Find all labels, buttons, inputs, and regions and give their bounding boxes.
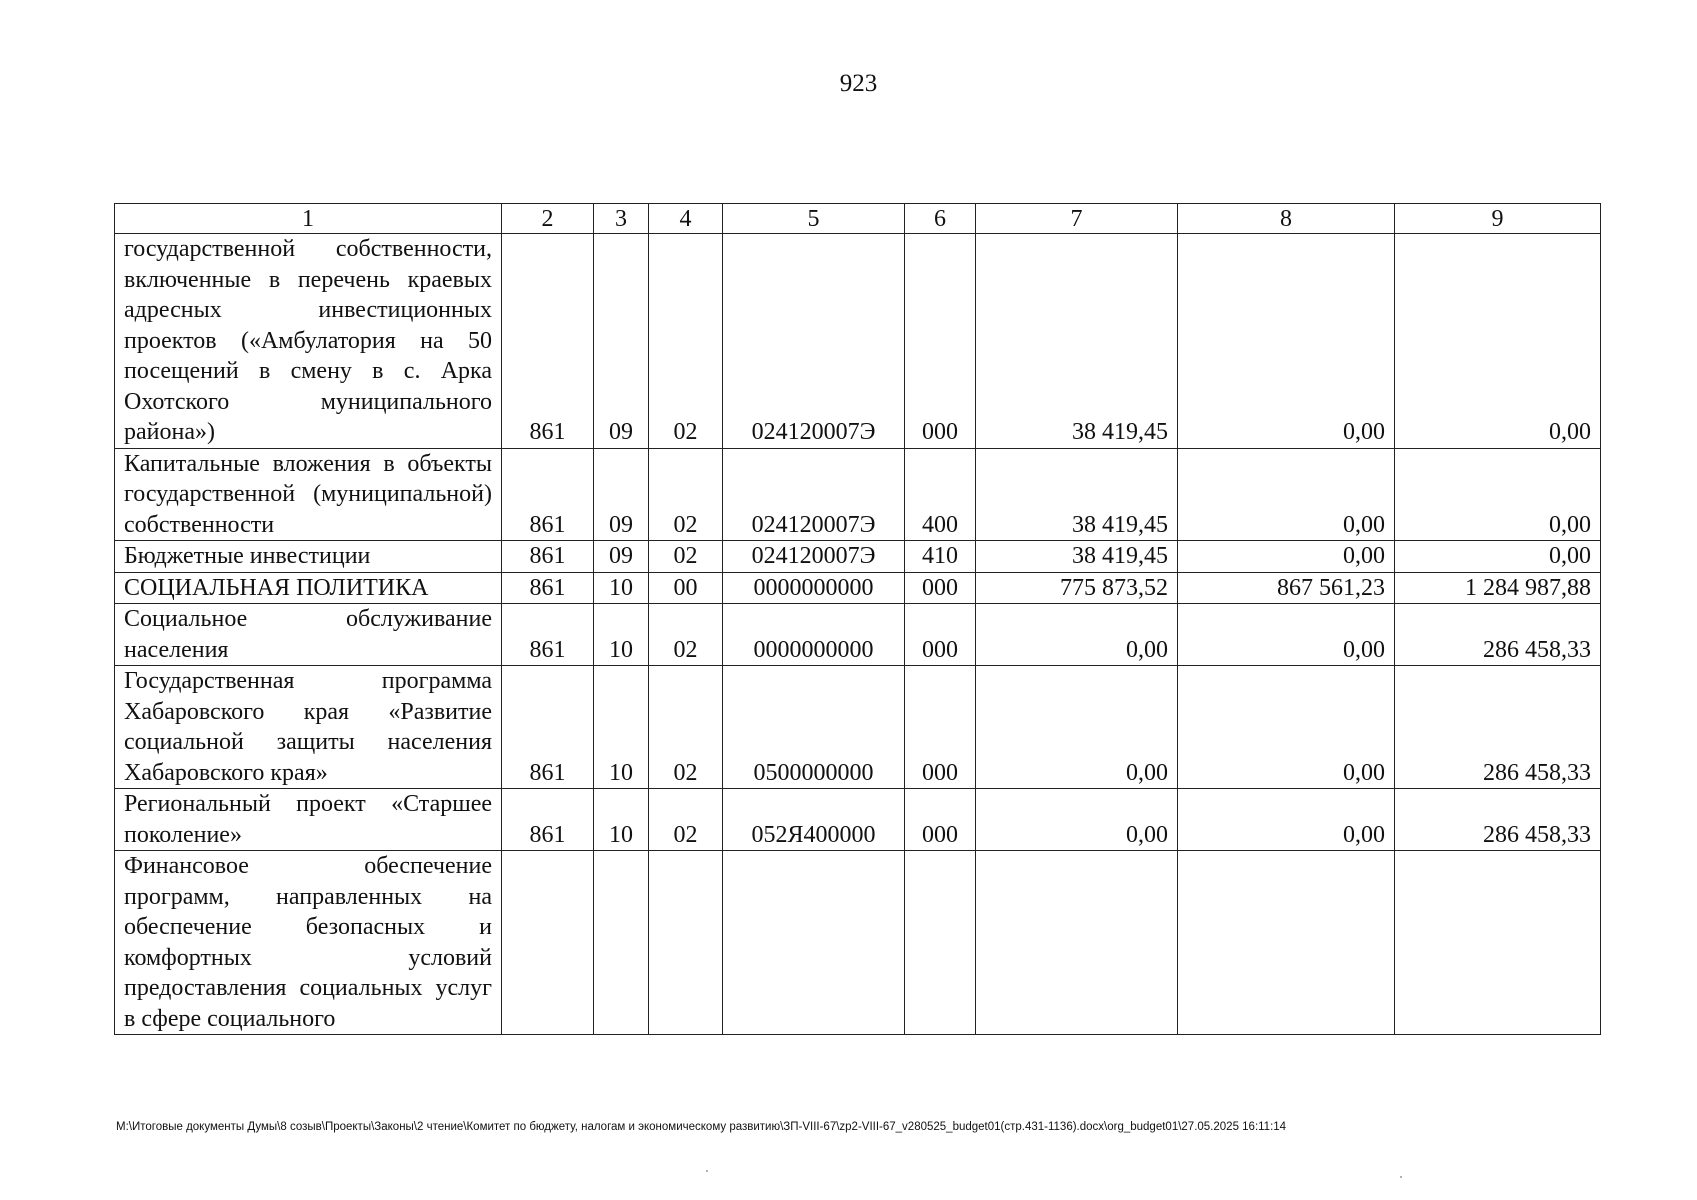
header-col-7: 7 xyxy=(976,204,1178,234)
code-cell: 861 xyxy=(502,234,594,449)
subsection-cell: 00 xyxy=(649,572,723,604)
expense-type-cell: 000 xyxy=(905,789,976,851)
subsection-cell: 02 xyxy=(649,789,723,851)
subsection-cell: 02 xyxy=(649,666,723,789)
code-cell: 861 xyxy=(502,448,594,541)
code-cell: 861 xyxy=(502,789,594,851)
budget-table xyxy=(114,203,1601,1035)
table-row xyxy=(115,541,1601,573)
target-article-cell: 024120007Э xyxy=(723,541,905,573)
header-col-8: 8 xyxy=(1178,204,1395,234)
header-col-3: 3 xyxy=(594,204,649,234)
subsection-cell: 02 xyxy=(649,448,723,541)
header-row xyxy=(115,204,1601,234)
section-cell: 10 xyxy=(594,604,649,666)
page-number: 923 xyxy=(839,70,878,97)
header-col-2: 2 xyxy=(502,204,594,234)
amount-cell: 0,00 xyxy=(1178,448,1395,541)
target-article-cell: 052Я400000 xyxy=(723,789,905,851)
header-col-6: 6 xyxy=(905,204,976,234)
amount-cell: 0,00 xyxy=(1178,604,1395,666)
amount-cell: 286 458,33 xyxy=(1395,604,1601,666)
subsection-cell: 02 xyxy=(649,604,723,666)
expense-type-cell: 000 xyxy=(905,234,976,449)
target-article-cell: 0500000000 xyxy=(723,666,905,789)
scan-speck xyxy=(1400,1176,1402,1178)
amount-cell: 38 419,45 xyxy=(976,448,1178,541)
code-cell: 861 xyxy=(502,572,594,604)
row-name-cell: Капитальные вложения в объекты государственной (муниципальной) собственности xyxy=(115,448,502,541)
target-article-cell: 024120007Э xyxy=(723,448,905,541)
subsection-cell xyxy=(649,851,723,1035)
document-path-footer: M:\Итоговые документы Думы\8 созыв\Проекты\Законы\2 чтение\Комитет по бюджету, налогам и экономическому развитию\ЗП-VIII-67\zp2-VIII-67_v280525_budget01(стр.431-1136).docx\org_budget01\27.05.2025 16:11:14 xyxy=(116,1121,1287,1133)
amount-cell: 0,00 xyxy=(976,604,1178,666)
section-cell: 10 xyxy=(594,572,649,604)
amount-cell xyxy=(976,851,1178,1035)
expense-type-cell: 000 xyxy=(905,666,976,789)
expense-type-cell: 400 xyxy=(905,448,976,541)
code-cell: 861 xyxy=(502,541,594,573)
table-row xyxy=(115,448,1601,541)
amount-cell: 0,00 xyxy=(1395,234,1601,449)
target-article-cell xyxy=(723,851,905,1035)
section-cell: 09 xyxy=(594,448,649,541)
amount-cell: 0,00 xyxy=(1178,234,1395,449)
target-article-cell: 0000000000 xyxy=(723,572,905,604)
amount-cell: 775 873,52 xyxy=(976,572,1178,604)
amount-cell: 0,00 xyxy=(976,789,1178,851)
table-row xyxy=(115,666,1601,789)
target-article-cell: 0000000000 xyxy=(723,604,905,666)
table-row xyxy=(115,851,1601,1035)
table-row xyxy=(115,604,1601,666)
header-col-5: 5 xyxy=(723,204,905,234)
row-name-cell: Финансовое обеспечение программ, направленных на обеспечение безопасных и комфортных условий предоставления социальных услуг в сфере социального xyxy=(115,851,502,1035)
section-cell: 10 xyxy=(594,666,649,789)
header-col-4: 4 xyxy=(649,204,723,234)
row-name-cell: СОЦИАЛЬНАЯ ПОЛИТИКА xyxy=(115,572,502,604)
amount-cell: 38 419,45 xyxy=(976,234,1178,449)
row-name-cell: Социальное обслуживание населения xyxy=(115,604,502,666)
row-name-cell: Региональный проект «Старшее поколение» xyxy=(115,789,502,851)
section-cell: 10 xyxy=(594,789,649,851)
amount-cell: 286 458,33 xyxy=(1395,789,1601,851)
amount-cell: 0,00 xyxy=(1178,666,1395,789)
subsection-cell: 02 xyxy=(649,541,723,573)
code-cell: 861 xyxy=(502,604,594,666)
amount-cell: 0,00 xyxy=(1178,541,1395,573)
expense-type-cell: 000 xyxy=(905,604,976,666)
expense-type-cell: 410 xyxy=(905,541,976,573)
amount-cell xyxy=(1178,851,1395,1035)
amount-cell: 0,00 xyxy=(1395,448,1601,541)
row-name-cell: Бюджетные инвестиции xyxy=(115,541,502,573)
row-name-cell: Государственная программа Хабаровского края «Развитие социальной защиты населения Хабаровского края» xyxy=(115,666,502,789)
expense-type-cell: 000 xyxy=(905,572,976,604)
amount-cell: 0,00 xyxy=(1178,789,1395,851)
amount-cell: 0,00 xyxy=(976,666,1178,789)
section-cell: 09 xyxy=(594,541,649,573)
subsection-cell: 02 xyxy=(649,234,723,449)
amount-cell: 0,00 xyxy=(1395,541,1601,573)
header-col-9: 9 xyxy=(1395,204,1601,234)
amount-cell xyxy=(1395,851,1601,1035)
expense-type-cell xyxy=(905,851,976,1035)
table-row xyxy=(115,572,1601,604)
section-cell xyxy=(594,851,649,1035)
table-row xyxy=(115,789,1601,851)
amount-cell: 38 419,45 xyxy=(976,541,1178,573)
amount-cell: 867 561,23 xyxy=(1178,572,1395,604)
table-row xyxy=(115,234,1601,449)
code-cell: 861 xyxy=(502,666,594,789)
target-article-cell: 024120007Э xyxy=(723,234,905,449)
scan-speck xyxy=(706,1170,708,1172)
amount-cell: 1 284 987,88 xyxy=(1395,572,1601,604)
code-cell xyxy=(502,851,594,1035)
header-col-1: 1 xyxy=(115,204,502,234)
amount-cell: 286 458,33 xyxy=(1395,666,1601,789)
row-name-cell: государственной собственности, включенные в перечень краевых адресных инвестиционных проектов («Амбулатория на 50 посещений в смену в с. Арка Охотского муниципального района») xyxy=(115,234,502,449)
section-cell: 09 xyxy=(594,234,649,449)
